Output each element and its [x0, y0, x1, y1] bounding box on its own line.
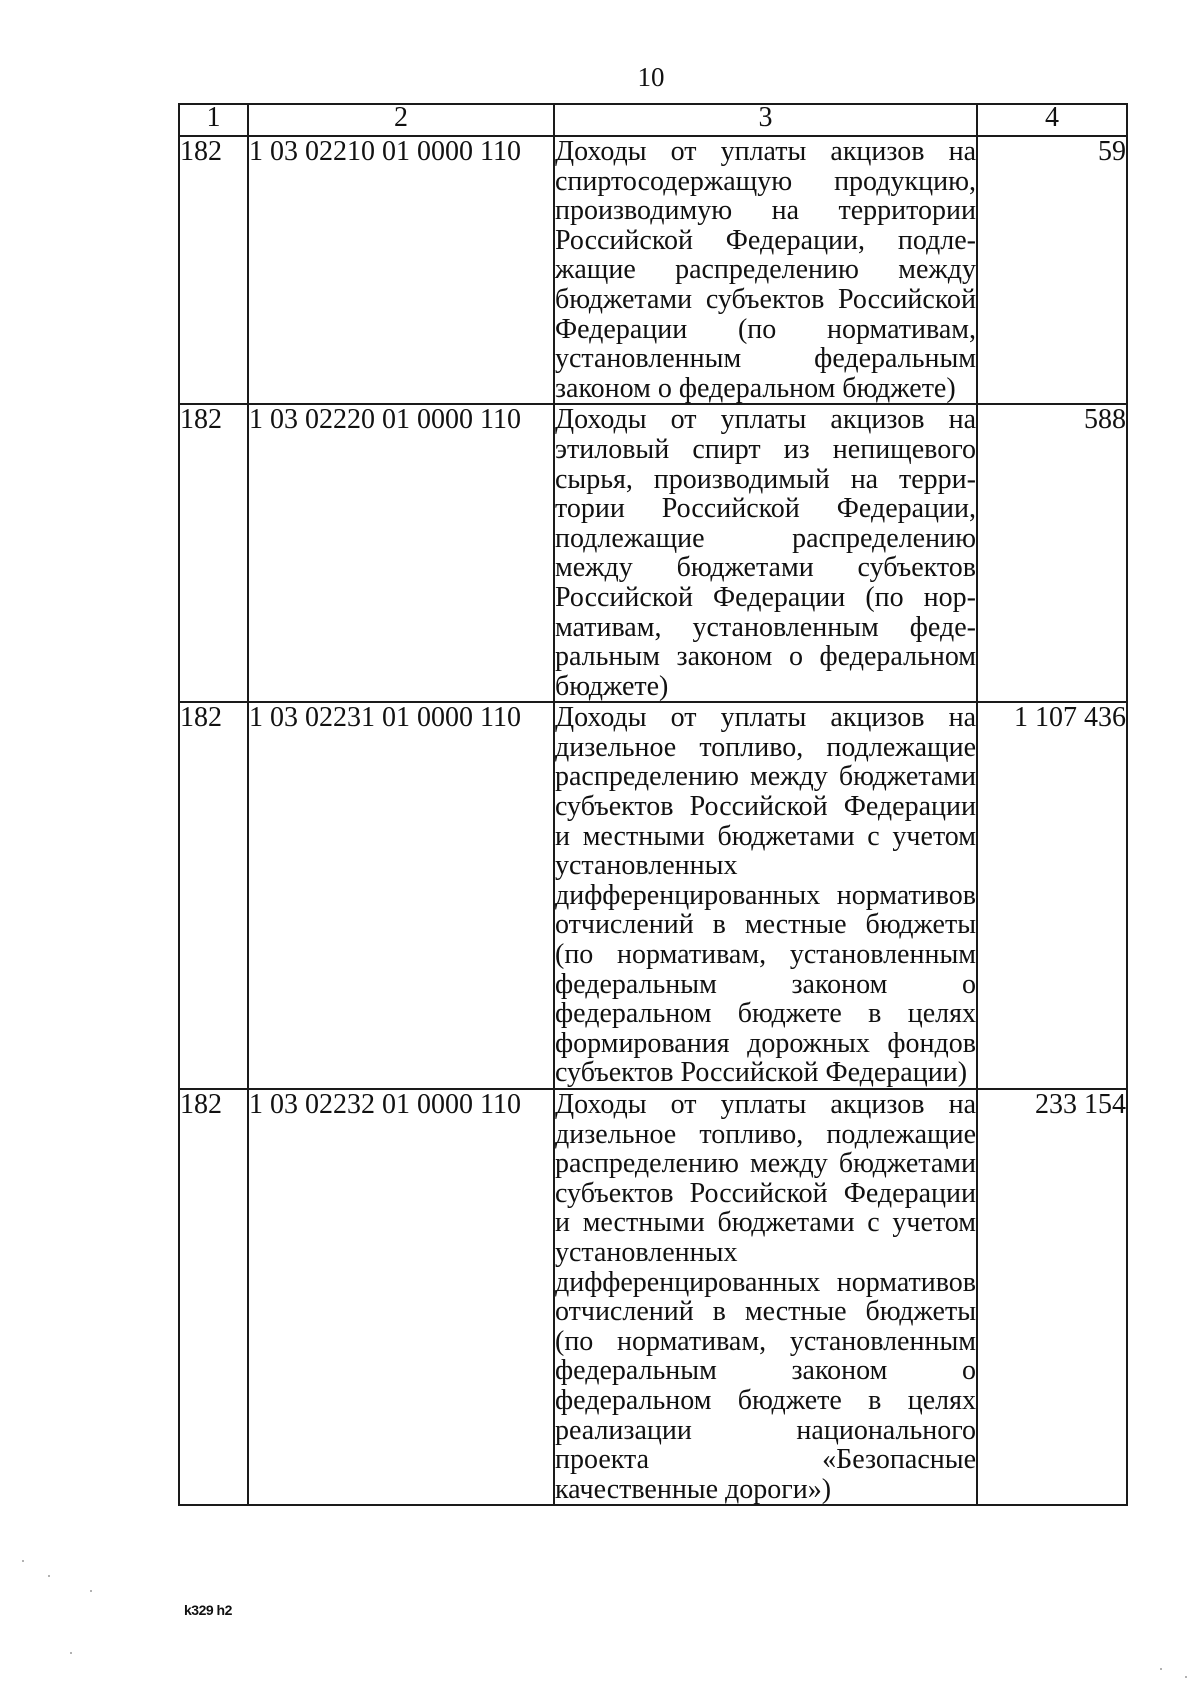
- kbk-code-cell: 1 03 02231 01 0000 110: [248, 702, 554, 1089]
- admin-code-cell: 182: [179, 136, 248, 404]
- table-row: [179, 1089, 1127, 1505]
- description-cell: Доходы от уплаты акцизов на этиловый спирт из непищевого сырья, производимый на территории Российской Федерации, подлежащие распределению между бюджетами субъектов Российской Федерации (по нормативам, установленным федеральным законом о федеральном бюджете): [555, 404, 976, 702]
- kbk-code-cell: 1 03 02210 01 0000 110: [248, 136, 554, 404]
- kbk-code-cell: 1 03 02232 01 0000 110: [248, 1089, 554, 1505]
- admin-code-cell: 182: [179, 702, 248, 1089]
- column-header-2: 2: [248, 104, 554, 136]
- column-header-3: 3: [554, 104, 977, 136]
- revenue-table: [178, 103, 1128, 1506]
- scan-speck: [90, 1590, 92, 1592]
- amount-cell: 233 154: [977, 1089, 1127, 1505]
- amount-cell: 59: [977, 136, 1127, 404]
- scan-speck: [48, 1575, 50, 1577]
- table-header-row: [179, 104, 1127, 136]
- column-header-4: 4: [977, 104, 1127, 136]
- table-row: [179, 404, 1127, 702]
- description-cell: Доходы от уплаты акцизов на спиртосодержащую продукцию, производимую на территории Российской Федерации, подлежащие распределению между бюджетами субъектов Российской Федерации (по нормативам, установленным федеральным законом о федеральном бюджете): [555, 136, 976, 404]
- table-row: [179, 702, 1127, 1089]
- admin-code-cell: 182: [179, 404, 248, 702]
- scan-speck: [1185, 1676, 1187, 1678]
- description-cell: Доходы от уплаты акцизов на дизельное топливо, подлежащие распределению между бюджетами субъектов Российской Федерации и местными бюджетами с учетом установленных дифференцированных нормативов отчислений в местные бюджеты (по нормативам, установленным федеральным законом о федеральном бюджете в целях реализации национального проекта «Безопасные качественные дороги»): [555, 1089, 976, 1505]
- column-header-1: 1: [179, 104, 248, 136]
- amount-cell: 1 107 436: [977, 702, 1127, 1089]
- description-cell: Доходы от уплаты акцизов на дизельное топливо, подлежащие распределению между бюджетами субъектов Российской Федерации и местными бюджетами с учетом установленных дифференцированных нормативов отчислений в местные бюджеты (по нормативам, установленным федеральным законом о федеральном бюджете в целях формирования дорожных фондов субъектов Российской Федерации): [555, 702, 976, 1089]
- amount-cell: 588: [977, 404, 1127, 702]
- table-row: [179, 136, 1127, 404]
- kbk-code-cell: 1 03 02220 01 0000 110: [248, 404, 554, 702]
- page-number: 10: [637, 62, 665, 92]
- scan-speck: [1160, 1668, 1162, 1670]
- scan-speck: [22, 1560, 24, 1562]
- footer-code: k329 h2: [184, 1602, 232, 1618]
- admin-code-cell: 182: [179, 1089, 248, 1505]
- scan-speck: [70, 1652, 72, 1654]
